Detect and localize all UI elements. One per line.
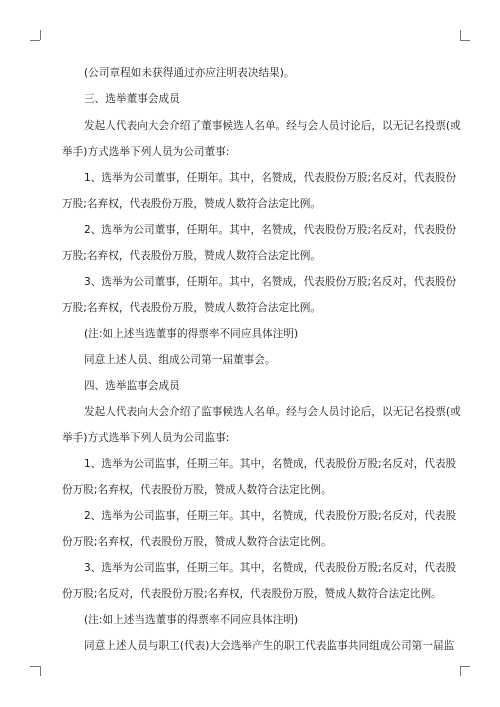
director-item-2-cont: 万股;名弃权，代表股份万股，赞成人数符合法定比例。 [62, 250, 322, 262]
director-item-3-cont: 万股;名弃权，代表股份万股，赞成人数符合法定比例。 [62, 302, 322, 314]
directors-conclusion: 同意上述人员、组成公司第一届董事会。 [84, 354, 276, 366]
supervisor-item-1: 1、选举为公司监事，任期三年。其中，名赞成，代表股份万股;名反对，代表股 [84, 458, 457, 470]
director-item-1-cont: 万股;名弃权，代表股份万股，赞成人数符合法定比例。 [62, 198, 322, 210]
paragraph-directors-intro: 发起人代表向大会介绍了董事候选人名单。经与会人员讨论后，以无记名投票(或 [84, 120, 461, 132]
supervisor-item-1-cont: 份万股;名弃权，代表股份万股，赞成人数符合法定比例。 [62, 484, 332, 496]
paragraph-directors-intro-cont: 举手)方式选举下列人员为公司董事: [62, 146, 230, 158]
supervisor-item-2-cont: 份万股;名弃权，代表股份万股，赞成人数符合法定比例。 [62, 536, 332, 548]
directors-note: (注:如上述当选董事的得票率不同应具体注明) [84, 328, 299, 340]
paragraph-note-articles: (公司章程如未获得通过亦应注明表决结果)。 [84, 67, 295, 79]
director-item-3: 3、选举为公司董事，任期年。其中，名赞成，代表股份万股;名反对，代表股份 [84, 276, 457, 288]
supervisor-item-3-cont: 份万股;名反对，代表股份万股;名弃权，代表股份万股，赞成人数符合法定比例。 [62, 588, 442, 600]
director-item-2: 2、选举为公司董事，任期年。其中，名赞成，代表股份万股;名反对，代表股份 [84, 224, 457, 236]
supervisor-item-3: 3、选举为公司监事，任期三年。其中，名赞成，代表股份万股;名反对，代表股 [84, 562, 457, 574]
section-heading-directors: 三、选举董事会成员 [84, 93, 180, 105]
supervisors-conclusion: 同意上述人员与职工(代表)大会选举产生的职工代表监事共同组成公司第一届监 [84, 640, 455, 652]
supervisor-item-2: 2、选举为公司监事，任期三年。其中，名赞成，代表股份万股;名反对，代表股 [84, 510, 457, 522]
paragraph-supervisors-intro: 发起人代表向大会介绍了监事候选人名单。经与会人员讨论后，以无记名投票(或 [84, 406, 461, 418]
paragraph-supervisors-intro-cont: 举手)方式选举下列人员为公司监事: [62, 432, 230, 444]
supervisors-note: (注:如上述当选董事的得票率不同应具体注明) [84, 614, 299, 626]
director-item-1: 1、选举为公司董事，任期年。其中，名赞成，代表股份万股;名反对，代表股份 [84, 172, 457, 184]
section-heading-supervisors: 四、选举监事会成员 [84, 380, 180, 392]
